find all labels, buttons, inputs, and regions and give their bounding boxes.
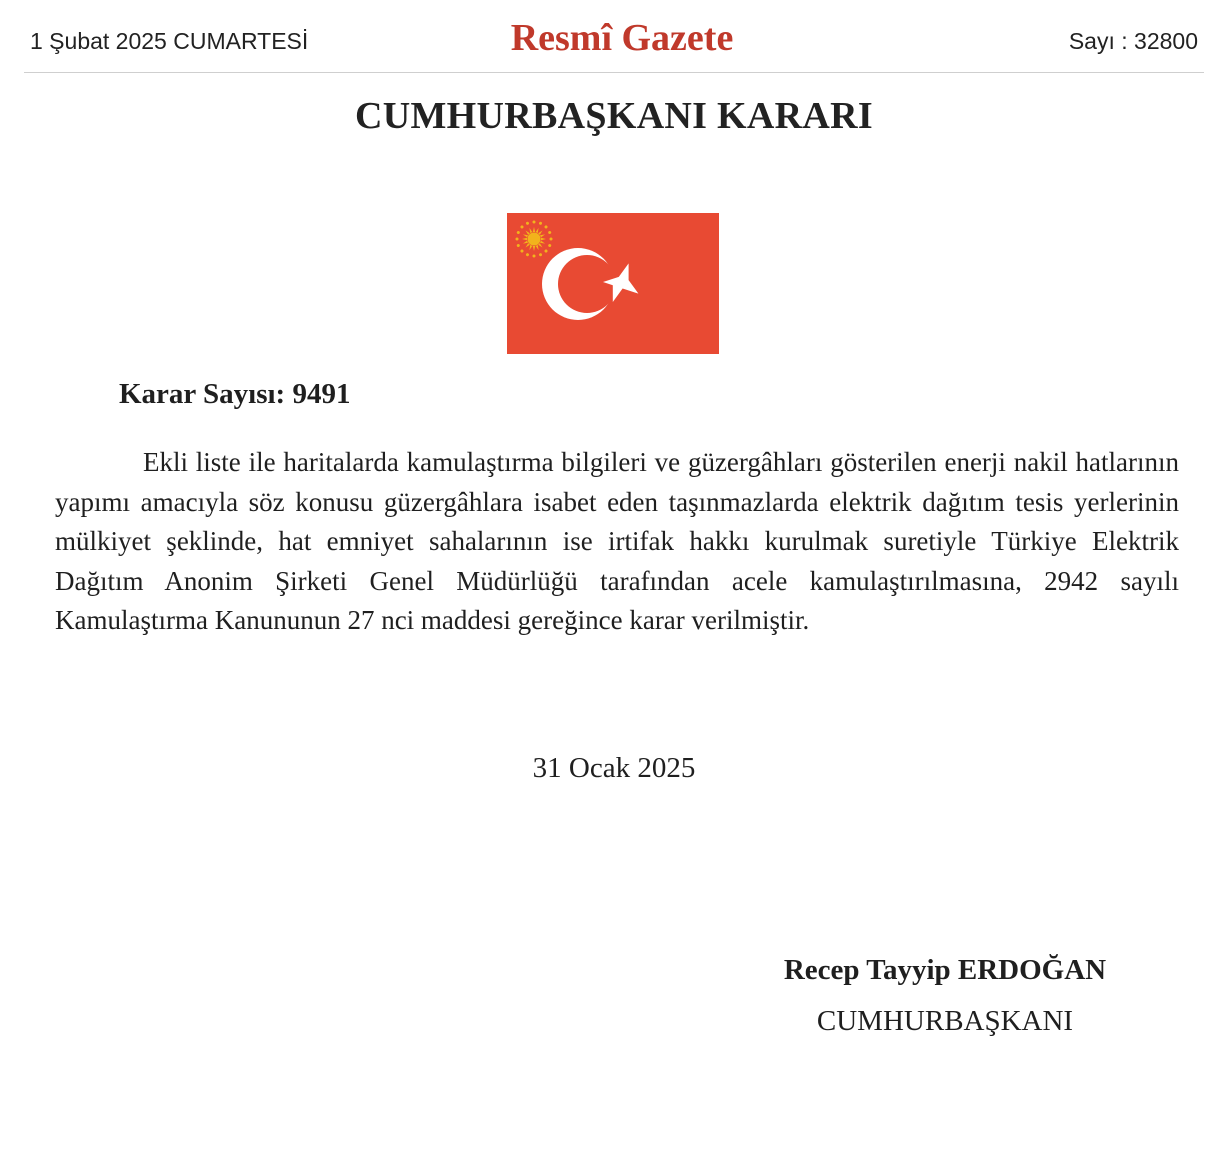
issue-number: Sayı : 32800 xyxy=(1068,28,1198,54)
decision-date: 31 Ocak 2025 xyxy=(532,752,696,784)
decision-number: Karar Sayısı: 9491 xyxy=(119,378,351,410)
document-title: CUMHURBAŞKANI KARARI xyxy=(355,95,873,137)
gazette-masthead: Resmî Gazete xyxy=(510,17,734,59)
issue-date: 1 Şubat 2025 CUMARTESİ xyxy=(30,28,309,54)
gazette-header xyxy=(24,14,1204,73)
signature-block xyxy=(720,950,1170,1041)
decision-body: Ekli liste ile haritalarda kamulaştırma bilgileri ve güzergâhları gösterilen enerji nakil hatlarının yapımı amacıyla söz konusu güzergâhlara isabet eden taşınmazlarda elektrik dağıtım tesis yerlerinin mülkiyet şeklinde, hat emniyet sahalarının ise irtifak hakkı kurulmak suretiyle Türkiye Elektrik Dağıtım Anonim Şirketi Genel Müdürlüğü tarafından acele kamulaştırılmasına, 2942 sayılı Kamulaştırma Kanununun 27 nci maddesi gereğince karar verilmiştir. xyxy=(55,447,1179,635)
presidential-flag-icon xyxy=(507,213,719,354)
signatory-title: CUMHURBAŞKANI xyxy=(816,1005,1074,1037)
signatory-name: Recep Tayyip ERDOĞAN xyxy=(783,954,1107,986)
